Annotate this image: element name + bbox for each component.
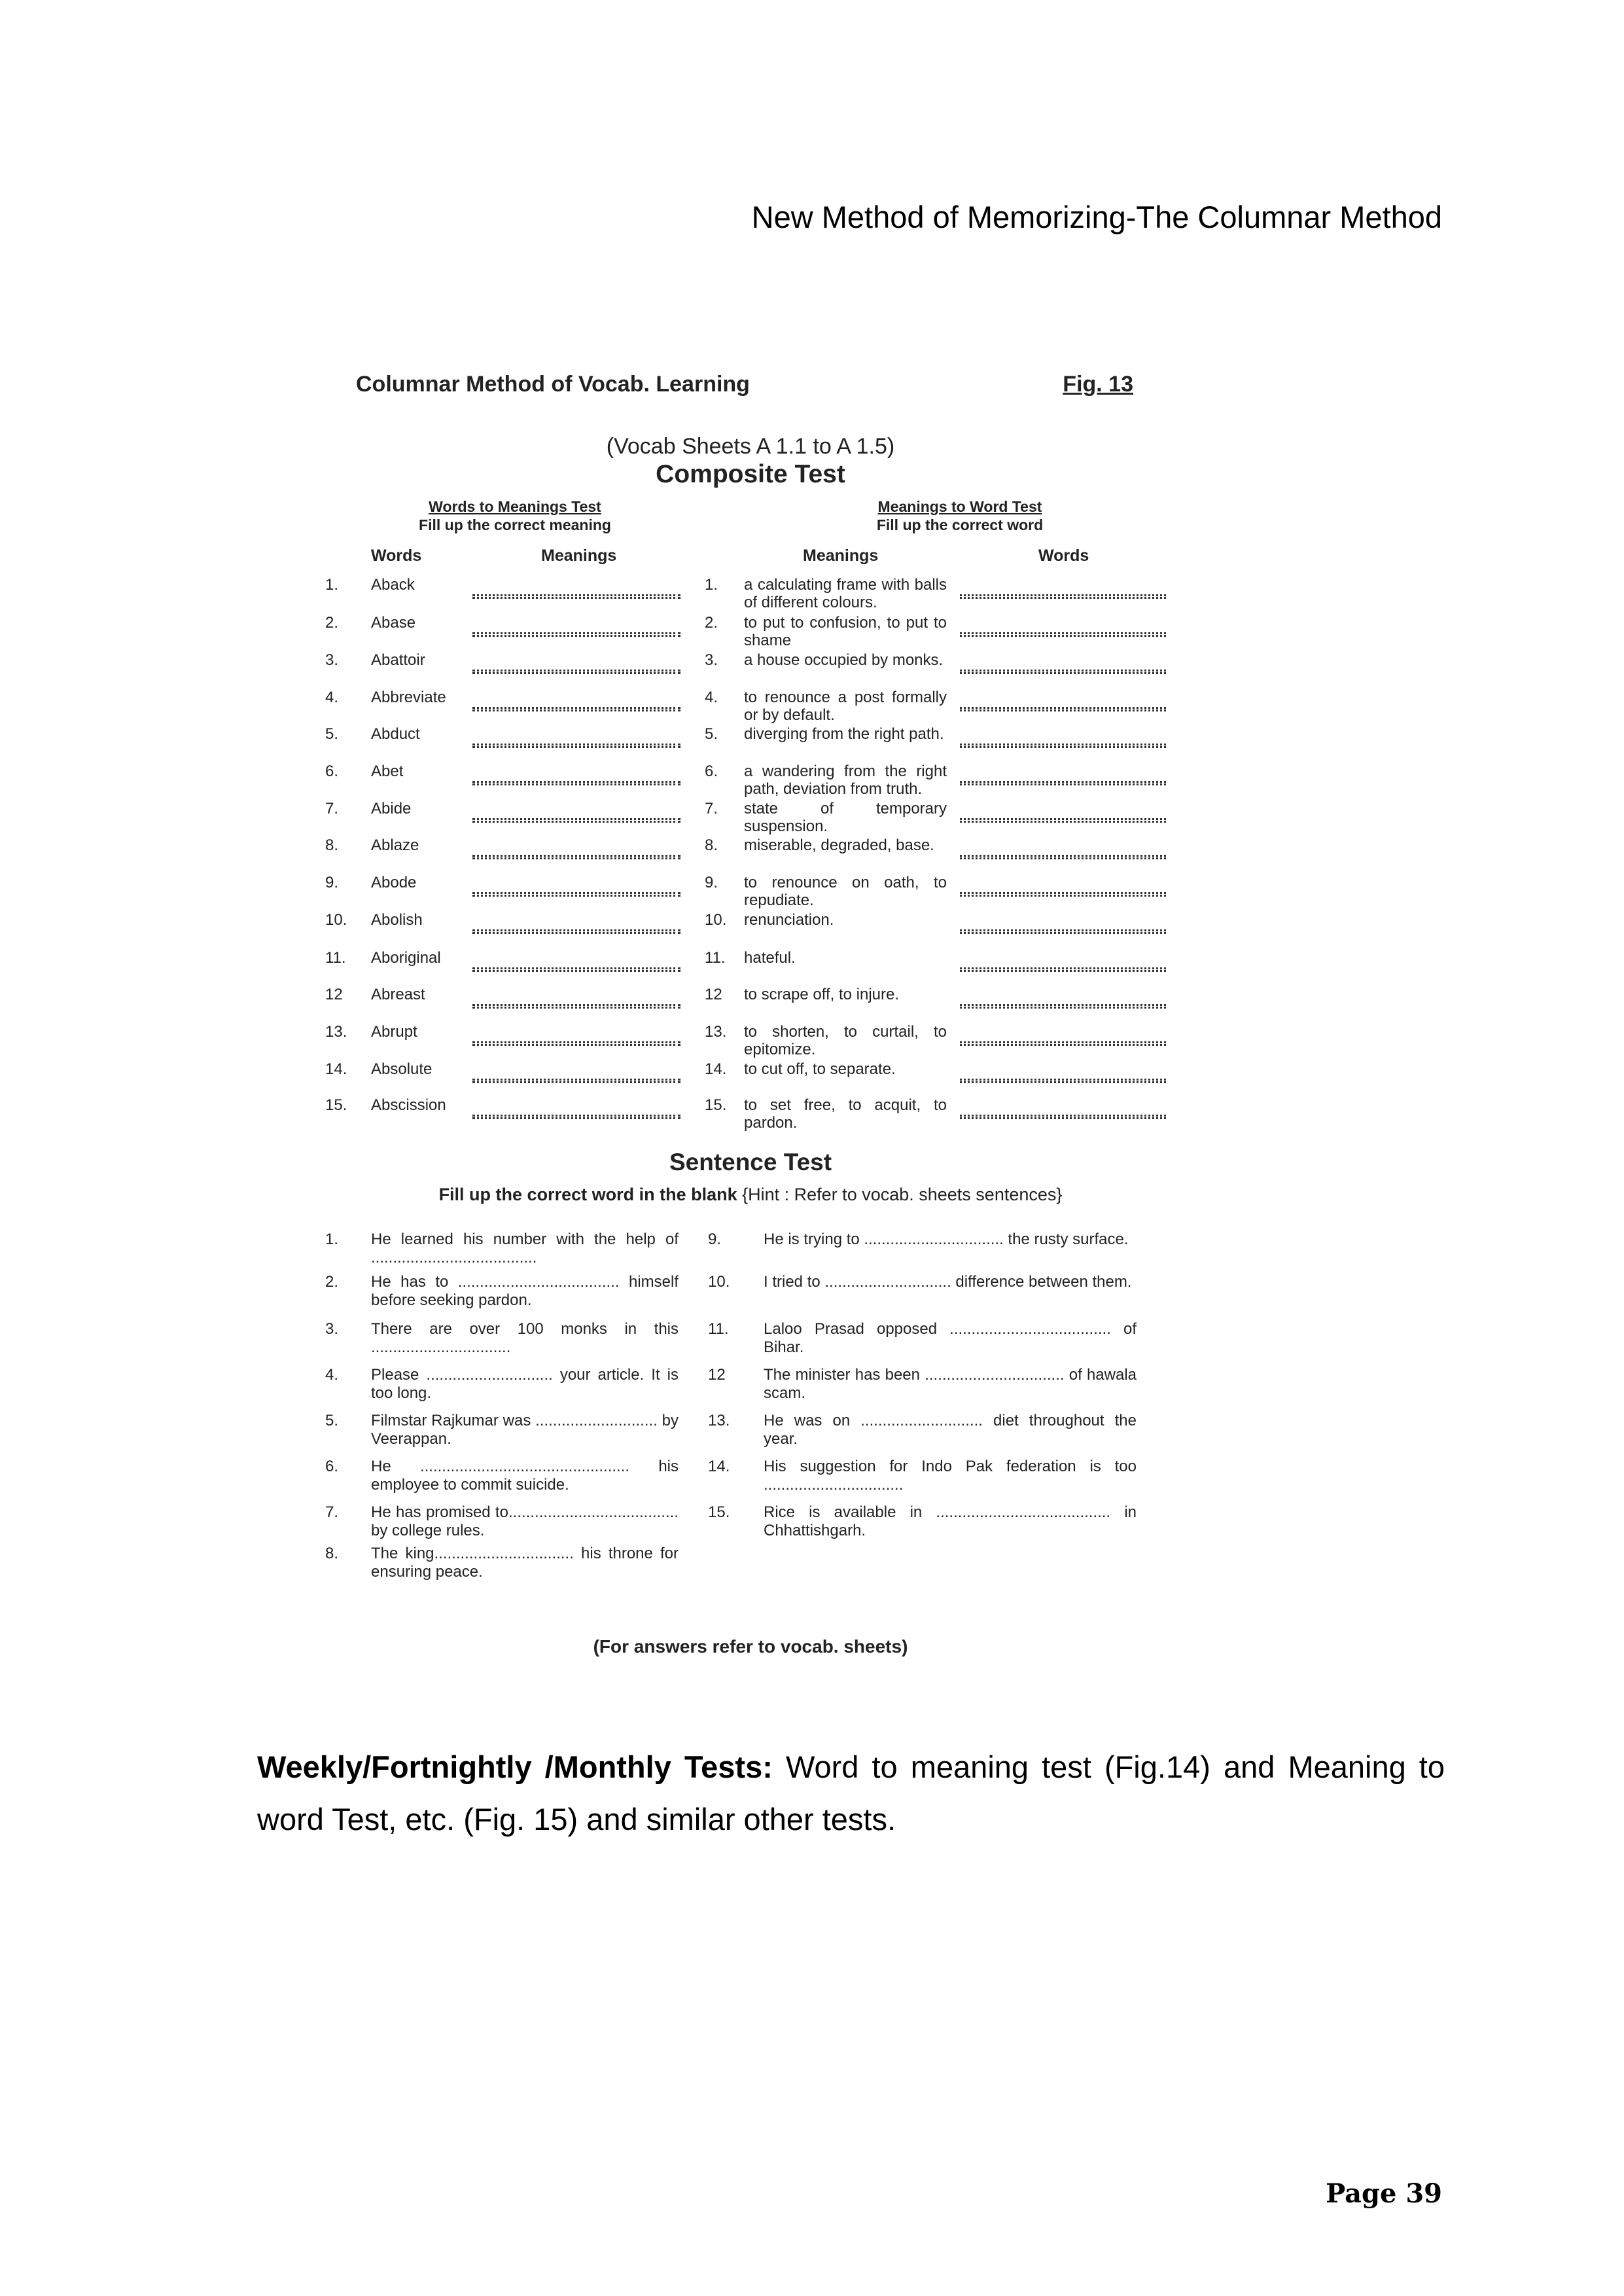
sentence-number: 15.: [708, 1503, 730, 1521]
vocab-meaning: a calculating frame with balls of different colours.: [744, 576, 947, 611]
vocab-meaning: to renounce a post formally or by default.: [744, 689, 947, 724]
right-test-subtitle: Fill up the correct word: [876, 516, 1044, 533]
word-blank-line2[interactable]: [960, 672, 1166, 674]
meaning-number: 11.: [705, 949, 726, 967]
composite-row: [325, 1060, 1176, 1098]
composite-row: [325, 949, 1176, 987]
vocab-meaning: to renounce on oath, to repudiate.: [744, 874, 947, 909]
word-blank-line2[interactable]: [960, 709, 1166, 711]
col-header-words-right: Words: [1038, 547, 1089, 565]
composite-row: [325, 874, 1176, 912]
row-number: 5.: [325, 725, 339, 743]
composite-row: [325, 725, 1176, 763]
composite-row: [325, 614, 1176, 652]
meaning-blank[interactable]: [472, 617, 680, 634]
body-text: Word to meaning test (Fig.14) and Meaning to word Test, etc. (Fig. 15) and similar other tests.: [257, 1749, 1445, 1837]
word-blank[interactable]: [960, 952, 1166, 969]
vocab-meaning: to cut off, to separate.: [744, 1060, 896, 1078]
sentence-text: The minister has been ................................ of hawala scam.: [764, 1366, 1137, 1402]
word-blank[interactable]: [960, 914, 1166, 931]
meaning-blank[interactable]: [472, 988, 680, 1006]
meaning-blank[interactable]: [472, 691, 680, 709]
vocab-meaning: to put to confusion, to put to shame: [744, 614, 947, 649]
meaning-blank-line2[interactable]: [472, 970, 680, 972]
composite-row: [325, 689, 1176, 726]
sentence-text: Laloo Prasad opposed ..................................... of Bihar.: [764, 1320, 1137, 1356]
vocab-word: Abreast: [371, 986, 425, 1003]
sentence-number: 11.: [708, 1320, 729, 1338]
col-header-meanings: Meanings: [541, 547, 617, 565]
word-blank[interactable]: [960, 1026, 1166, 1043]
row-number: 10.: [325, 911, 347, 929]
word-blank-line2[interactable]: [960, 895, 1166, 897]
vocab-word: Abide: [371, 800, 412, 817]
sentence-item: [325, 1273, 1150, 1312]
vocab-meaning: to shorten, to curtail, to epitomize.: [744, 1023, 947, 1058]
composite-row: [325, 576, 1176, 614]
col-header-meanings-right: Meanings: [803, 547, 879, 565]
row-number: 13.: [325, 1023, 347, 1041]
sheets-range: (Vocab Sheets A 1.1 to A 1.5): [606, 434, 895, 459]
vocab-word: Abscission: [371, 1096, 446, 1114]
sentence-test-title: Sentence Test: [669, 1149, 832, 1175]
body-paragraph: [257, 1741, 1445, 1846]
answer-footnote: (For answers refer to vocab. sheets): [593, 1636, 908, 1657]
meaning-number: 12: [705, 986, 722, 1003]
meaning-number: 9.: [705, 874, 718, 891]
row-number: 1.: [325, 576, 339, 594]
row-number: 15.: [325, 1096, 347, 1114]
meaning-number: 10.: [705, 911, 727, 929]
sentence-item: [325, 1545, 692, 1584]
meaning-blank-line2[interactable]: [472, 709, 680, 711]
sentence-text: Rice is available in ........................................ in Chhattishgarh.: [764, 1503, 1137, 1539]
sentence-item: [325, 1366, 1150, 1405]
sentence-number: 12: [708, 1366, 726, 1384]
sentence-number: 3.: [325, 1320, 339, 1338]
sentence-text: There are over 100 monks in this ................................: [371, 1320, 679, 1356]
vocab-meaning: to set free, to acquit, to pardon.: [744, 1096, 947, 1132]
vocab-word: Abrupt: [371, 1023, 417, 1041]
vocab-meaning: miserable, degraded, base.: [744, 836, 934, 854]
vocab-word: Aboriginal: [371, 949, 441, 967]
vocab-meaning: hateful.: [744, 949, 796, 967]
meaning-blank-line2[interactable]: [472, 1007, 680, 1009]
meaning-blank[interactable]: [472, 1026, 680, 1043]
sentence-number: 14.: [708, 1458, 730, 1475]
sentence-text: Please ............................. your article. It is too long.: [371, 1366, 679, 1402]
row-number: 3.: [325, 651, 339, 669]
meaning-blank[interactable]: [472, 728, 680, 745]
meaning-blank[interactable]: [472, 914, 680, 931]
sentence-number: 13.: [708, 1412, 730, 1429]
vocab-meaning: diverging from the right path.: [744, 725, 944, 743]
sentence-text: He has promised to....................................... by college rules.: [371, 1503, 679, 1539]
composite-test-title: Composite Test: [656, 460, 845, 488]
composite-row: [325, 800, 1176, 838]
meaning-number: 6.: [705, 762, 718, 780]
word-blank[interactable]: [960, 802, 1166, 820]
sentence-test-instruction: [325, 1185, 1176, 1205]
word-blank-line2[interactable]: [960, 1081, 1166, 1083]
meaning-number: 3.: [705, 651, 718, 669]
meaning-blank[interactable]: [472, 802, 680, 820]
sentence-number: 1.: [325, 1230, 339, 1248]
left-test-heading: [391, 497, 639, 534]
word-blank[interactable]: [960, 1063, 1166, 1081]
figure-label: Fig. 13: [1063, 372, 1133, 397]
left-test-title: Words to Meanings Test: [429, 498, 601, 515]
row-number: 7.: [325, 800, 339, 817]
meaning-blank-line2[interactable]: [472, 1081, 680, 1083]
row-number: 14.: [325, 1060, 347, 1078]
word-blank[interactable]: [960, 839, 1166, 857]
meaning-blank[interactable]: [472, 1063, 680, 1081]
vocab-word: Abet: [371, 762, 404, 780]
word-blank-line2[interactable]: [960, 1117, 1166, 1119]
word-blank-line2[interactable]: [960, 746, 1166, 748]
body-lead: Weekly/Fortnightly /Monthly Tests:: [257, 1749, 773, 1784]
meaning-blank-line2[interactable]: [472, 635, 680, 637]
row-number: 4.: [325, 689, 339, 706]
vocab-word: Absolute: [371, 1060, 432, 1078]
vocab-word: Abduct: [371, 725, 420, 743]
composite-row: [325, 1096, 1176, 1134]
row-number: 6.: [325, 762, 339, 780]
meaning-blank[interactable]: [472, 876, 680, 894]
meaning-blank[interactable]: [472, 654, 680, 672]
word-blank[interactable]: [960, 654, 1166, 672]
word-blank[interactable]: [960, 617, 1166, 634]
composite-row: [325, 986, 1176, 1024]
meaning-blank-line2[interactable]: [472, 1044, 680, 1046]
meaning-blank-line2[interactable]: [472, 783, 680, 785]
vocab-word: Abattoir: [371, 651, 425, 669]
word-blank-line2[interactable]: [960, 857, 1166, 859]
meaning-blank[interactable]: [472, 765, 680, 783]
col-header-words: Words: [371, 547, 422, 565]
meaning-number: 13.: [705, 1023, 727, 1041]
sentence-number: 10.: [708, 1273, 730, 1291]
meaning-blank-line2[interactable]: [472, 597, 680, 599]
meaning-blank[interactable]: [472, 1099, 680, 1117]
sentence-text: Filmstar Rajkumar was ............................ by Veerappan.: [371, 1412, 679, 1448]
meaning-number: 8.: [705, 836, 718, 854]
composite-row: [325, 651, 1176, 689]
meaning-blank[interactable]: [472, 579, 680, 596]
vocab-meaning: state of temporary suspension.: [744, 800, 947, 835]
composite-row: [325, 762, 1176, 800]
meaning-number: 2.: [705, 614, 718, 632]
vocab-meaning: renunciation.: [744, 911, 834, 929]
row-number: 2.: [325, 614, 339, 632]
word-blank-line2[interactable]: [960, 932, 1166, 934]
sentence-number: 7.: [325, 1503, 339, 1521]
figure-title: Columnar Method of Vocab. Learning: [356, 372, 750, 397]
composite-row: [325, 836, 1176, 874]
word-blank-line2[interactable]: [960, 597, 1166, 599]
vocab-word: Ablaze: [371, 836, 419, 854]
page-number: Page 39: [1326, 2178, 1442, 2209]
sentence-text: He ................................................ his employee to commit suicide.: [371, 1458, 679, 1494]
sentence-item: [325, 1320, 1150, 1359]
vocab-word: Aback: [371, 576, 415, 594]
vocab-word: Abase: [371, 614, 416, 632]
sentence-instruction-main: Fill up the correct word in the blank: [438, 1185, 737, 1204]
word-blank[interactable]: [960, 579, 1166, 596]
meaning-blank-line2[interactable]: [472, 857, 680, 859]
sentence-text: He has to ..................................... himself before seeking pardon.: [371, 1273, 679, 1309]
right-test-title: Meanings to Word Test: [877, 498, 1042, 515]
sentence-text: He learned his number with the help of ......................................: [371, 1230, 679, 1266]
right-test-heading: [836, 497, 1084, 534]
vocab-word: Abode: [371, 874, 417, 891]
word-blank-line2[interactable]: [960, 783, 1166, 785]
word-blank[interactable]: [960, 988, 1166, 1006]
sentence-number: 6.: [325, 1458, 339, 1475]
sentence-number: 2.: [325, 1273, 339, 1291]
meaning-blank[interactable]: [472, 952, 680, 969]
row-number: 8.: [325, 836, 339, 854]
vocab-meaning: to scrape off, to injure.: [744, 986, 900, 1003]
figure-13: [325, 367, 1176, 1672]
sentence-instruction-hint: {Hint : Refer to vocab. sheets sentences}: [742, 1185, 1063, 1204]
sentence-number: 8.: [325, 1545, 339, 1562]
left-test-subtitle: Fill up the correct meaning: [419, 516, 611, 533]
row-number: 9.: [325, 874, 339, 891]
word-blank[interactable]: [960, 691, 1166, 709]
meaning-blank-line2[interactable]: [472, 895, 680, 897]
meaning-number: 5.: [705, 725, 718, 743]
vocab-word: Abolish: [371, 911, 423, 929]
composite-row: [325, 1023, 1176, 1061]
vocab-meaning: a house occupied by monks.: [744, 651, 944, 669]
row-number: 12: [325, 986, 343, 1003]
sentence-text: He was on ............................ diet throughout the year.: [764, 1412, 1137, 1448]
composite-row: [325, 911, 1176, 949]
meaning-blank-line2[interactable]: [472, 746, 680, 748]
meaning-number: 1.: [705, 576, 718, 594]
sentence-item: [325, 1458, 1150, 1497]
sentence-text: I tried to ............................. difference between them.: [764, 1273, 1132, 1291]
sentence-text: The king................................ his throne for ensuring peace.: [371, 1545, 679, 1581]
meaning-blank-line2[interactable]: [472, 1117, 680, 1119]
word-blank-line2[interactable]: [960, 1044, 1166, 1046]
sentence-item: [325, 1412, 1150, 1451]
word-blank[interactable]: [960, 765, 1166, 783]
sentence-number: 9.: [708, 1230, 722, 1248]
word-blank-line2[interactable]: [960, 635, 1166, 637]
meaning-blank-line2[interactable]: [472, 821, 680, 823]
meaning-number: 7.: [705, 800, 718, 817]
vocab-meaning: a wandering from the right path, deviation from truth.: [744, 762, 947, 798]
row-number: 11.: [325, 949, 346, 967]
sentence-number: 4.: [325, 1366, 339, 1384]
meaning-number: 14.: [705, 1060, 727, 1078]
sentence-text: He is trying to ................................ the rusty surface.: [764, 1230, 1129, 1248]
meaning-blank[interactable]: [472, 839, 680, 857]
sentence-item: [325, 1230, 1150, 1270]
sentence-number: 5.: [325, 1412, 339, 1429]
word-blank[interactable]: [960, 1099, 1166, 1117]
word-blank-line2[interactable]: [960, 821, 1166, 823]
word-blank-line2[interactable]: [960, 970, 1166, 972]
sentence-text: His suggestion for Indo Pak federation is too ................................: [764, 1458, 1137, 1494]
word-blank[interactable]: [960, 728, 1166, 745]
word-blank-line2[interactable]: [960, 1007, 1166, 1009]
vocab-word: Abbreviate: [371, 689, 446, 706]
meaning-blank-line2[interactable]: [472, 672, 680, 674]
word-blank[interactable]: [960, 876, 1166, 894]
meaning-number: 15.: [705, 1096, 727, 1114]
meaning-blank-line2[interactable]: [472, 932, 680, 934]
running-header: New Method of Memorizing-The Columnar Method: [751, 200, 1442, 234]
sentence-item: [325, 1503, 1150, 1543]
meaning-number: 4.: [705, 689, 718, 706]
